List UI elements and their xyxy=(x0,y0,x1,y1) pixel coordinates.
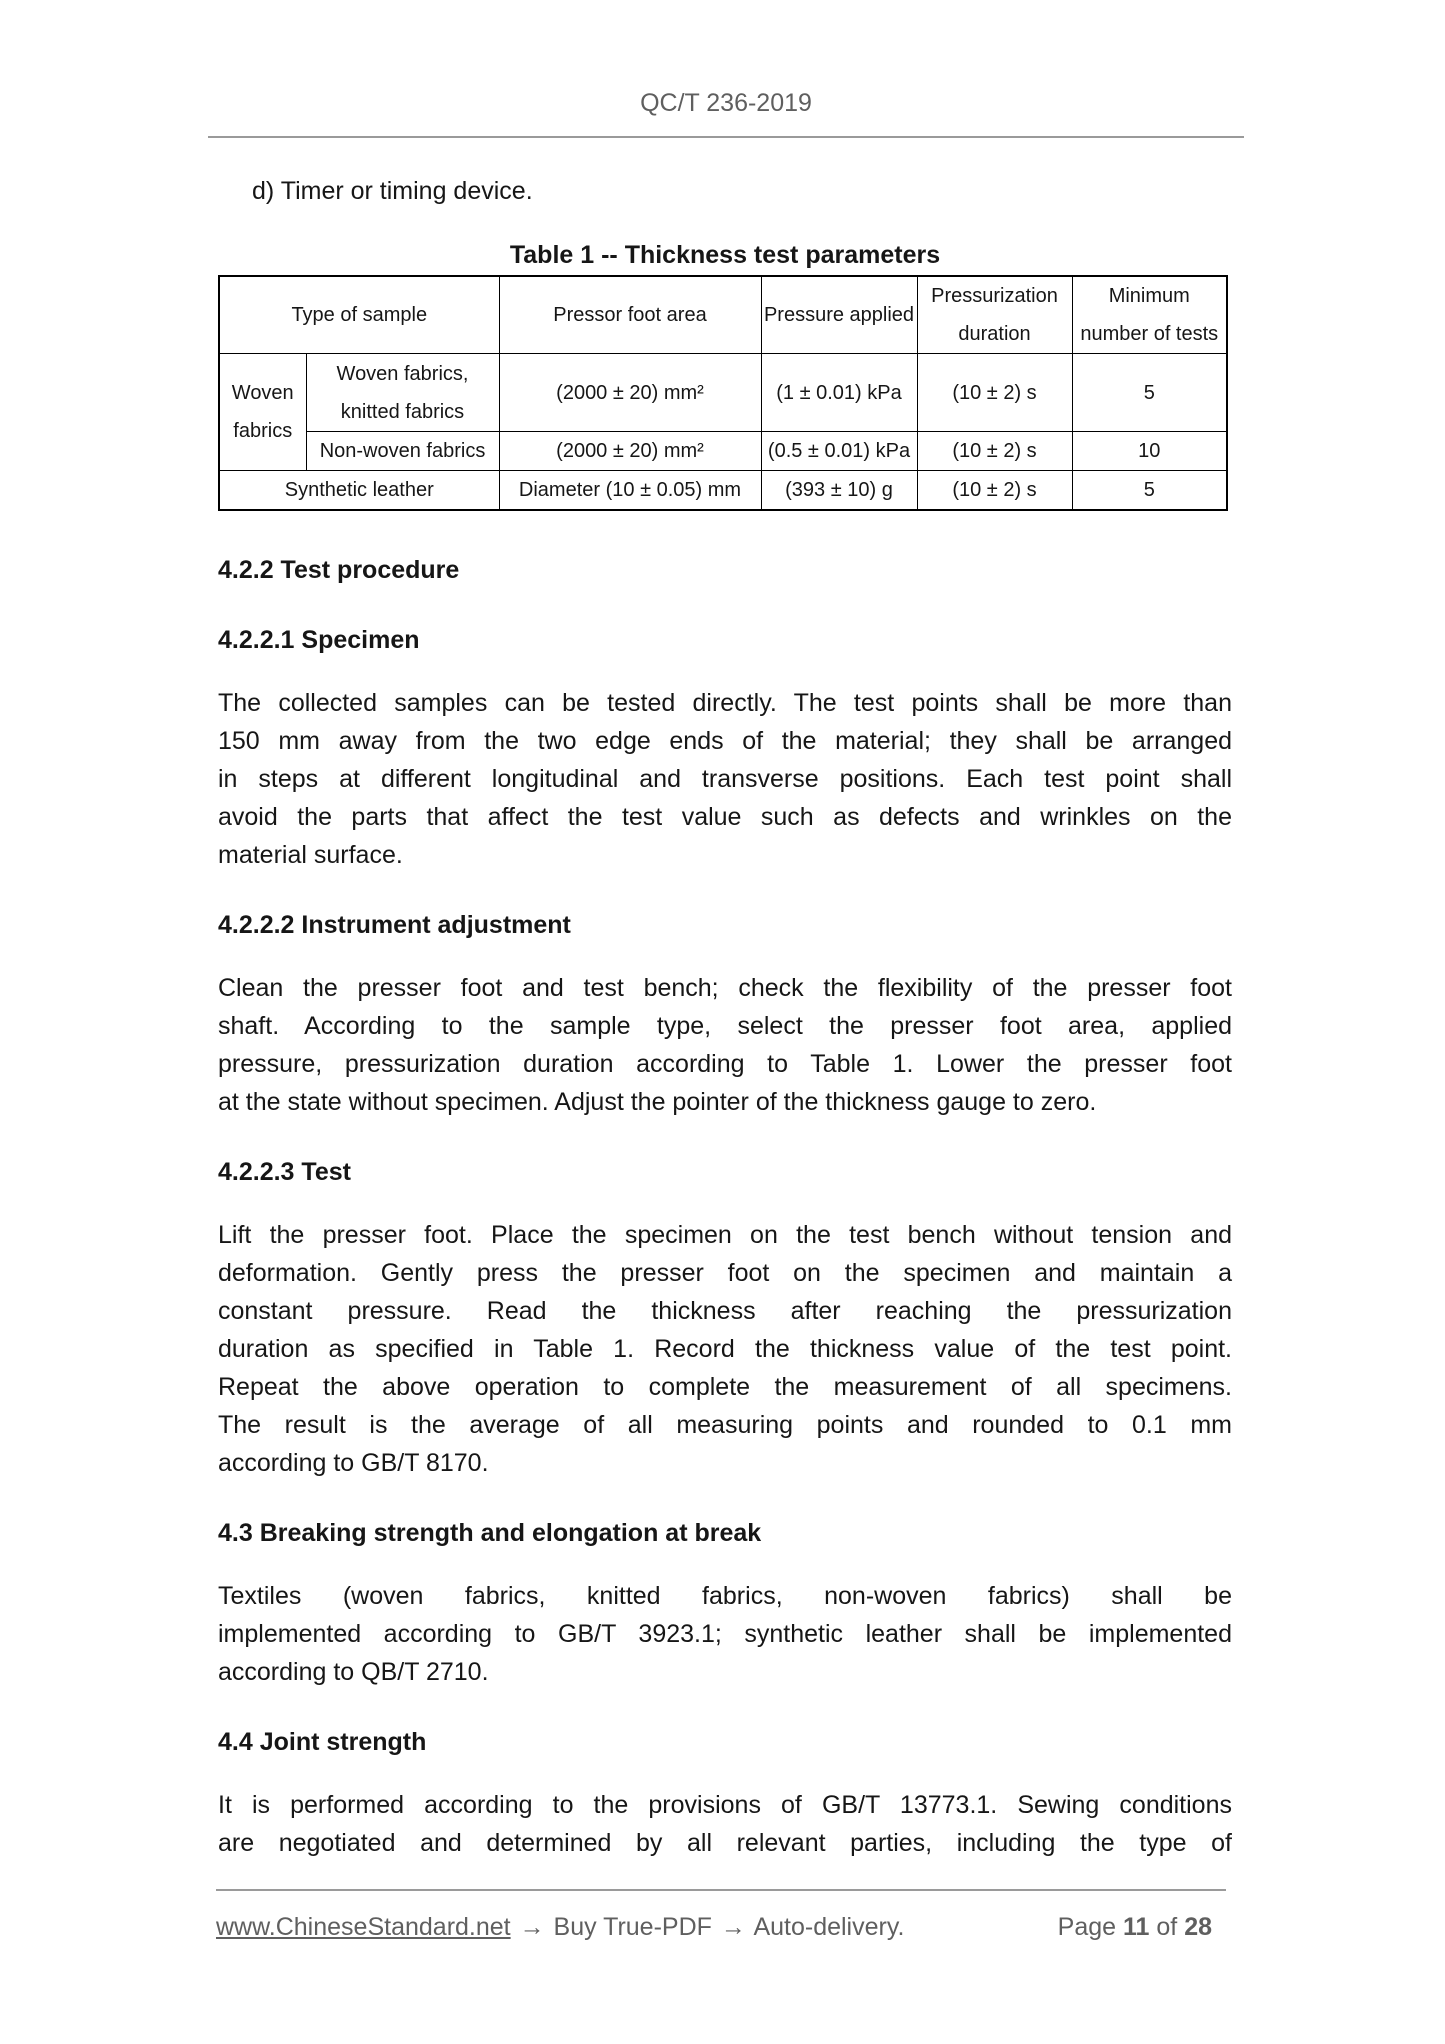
page-indicator xyxy=(1058,1908,1212,1946)
paragraph-line: Repeat the above operation to complete the measurement of all specimens. xyxy=(218,1373,1232,1401)
thickness-parameters-table xyxy=(218,275,1228,511)
of-label: of xyxy=(1156,1913,1178,1941)
cell-min-tests: 5 xyxy=(1072,471,1227,511)
cell-foot-area: Diameter (10 ± 0.05) mm xyxy=(499,471,761,511)
paragraph xyxy=(218,1786,1232,1862)
cell-pressure: (393 ± 10) g xyxy=(761,471,917,511)
section-heading: 4.2.2.2 Instrument adjustment xyxy=(218,911,571,939)
table-row xyxy=(219,354,1227,432)
header-minimum-number-of-tests: Minimum number of tests xyxy=(1072,276,1227,354)
paragraph xyxy=(218,684,1232,874)
header-pressor-foot-area: Pressor foot area xyxy=(499,276,761,354)
paragraph-line: according to QB/T 2710. xyxy=(218,1658,489,1686)
paragraph-line: constant pressure. Read the thickness after reaching the pressurization xyxy=(218,1297,1232,1325)
table-title: Table 1 -- Thickness test parameters xyxy=(509,241,941,269)
cell-sample-type: Woven fabrics, knitted fabrics xyxy=(306,354,499,432)
doc-number: QC/T 236-2019 xyxy=(640,89,812,117)
paragraph-line: Lift the presser foot. Place the specimen on the test bench without tension and xyxy=(218,1221,1232,1249)
paragraph-line: Textiles (woven fabrics, knitted fabrics, non-woven fabrics) shall be xyxy=(218,1582,1232,1610)
arrow-icon: → xyxy=(519,1913,545,1941)
paragraph xyxy=(218,1577,1232,1691)
cell-foot-area: (2000 ± 20) mm² xyxy=(499,354,761,432)
paragraph-line: shaft. According to the sample type, select the presser foot area, applied xyxy=(218,1012,1232,1040)
paragraph-line: Clean the presser foot and test bench; check the flexibility of the presser foot xyxy=(218,974,1232,1002)
paragraph xyxy=(218,1216,1232,1482)
section-heading: 4.4 Joint strength xyxy=(218,1728,427,1756)
paragraph-line: according to GB/T 8170. xyxy=(218,1449,489,1477)
header-pressurization-duration: Pressurization duration xyxy=(917,276,1072,354)
cell-sample-type: Non-woven fabrics xyxy=(306,432,499,471)
page-total: 28 xyxy=(1184,1913,1212,1941)
paragraph-line: pressure, pressurization duration according to Table 1. Lower the presser foot xyxy=(218,1050,1232,1078)
footer-left xyxy=(216,1908,904,1946)
table-row xyxy=(219,471,1227,511)
paragraph xyxy=(218,969,1232,1121)
section-heading: 4.2.2.3 Test xyxy=(218,1158,351,1186)
sections xyxy=(218,551,1232,1862)
cell-foot-area: (2000 ± 20) mm² xyxy=(499,432,761,471)
header-type-of-sample: Type of sample xyxy=(219,276,499,354)
paragraph-line: material surface. xyxy=(218,841,403,869)
paragraph-line: The result is the average of all measuring points and rounded to 0.1 mm xyxy=(218,1411,1232,1439)
cell-duration: (10 ± 2) s xyxy=(917,354,1072,432)
paragraph-line: It is performed according to the provisions of GB/T 13773.1. Sewing conditions xyxy=(218,1791,1232,1819)
cell-group-woven-fabrics: Woven fabrics xyxy=(219,354,306,471)
table-header-row xyxy=(219,276,1227,354)
list-item-d: d) Timer or timing device. xyxy=(252,177,533,205)
section-heading: 4.2.2.1 Specimen xyxy=(218,626,420,654)
paragraph-line: are negotiated and determined by all relevant parties, including the type of xyxy=(218,1829,1232,1857)
paragraph-line: in steps at different longitudinal and transverse positions. Each test point shall xyxy=(218,765,1232,793)
section-heading: 4.2.2 Test procedure xyxy=(218,556,460,584)
cell-duration: (10 ± 2) s xyxy=(917,471,1072,511)
page-current: 11 xyxy=(1122,1913,1150,1941)
footer-buy-label: Buy True-PDF xyxy=(553,1913,712,1941)
cell-sample-type: Synthetic leather xyxy=(219,471,499,511)
cell-pressure: (0.5 ± 0.01) kPa xyxy=(761,432,917,471)
page-footer xyxy=(216,1889,1226,1946)
page-label: Page xyxy=(1057,1913,1117,1941)
footer-delivery-label: Auto-delivery. xyxy=(753,1913,905,1941)
section-heading: 4.3 Breaking strength and elongation at break xyxy=(218,1519,762,1547)
site-link[interactable]: www.ChineseStandard.net xyxy=(216,1913,511,1941)
cell-pressure: (1 ± 0.01) kPa xyxy=(761,354,917,432)
paragraph-line: implemented according to GB/T 3923.1; synthetic leather shall be implemented xyxy=(218,1620,1232,1648)
arrow-icon: → xyxy=(720,1913,746,1941)
cell-duration: (10 ± 2) s xyxy=(917,432,1072,471)
cell-min-tests: 10 xyxy=(1072,432,1227,471)
footer-rule xyxy=(216,1889,1226,1891)
header-pressure-applied: Pressure applied xyxy=(761,276,917,354)
cell-min-tests: 5 xyxy=(1072,354,1227,432)
paragraph-line: deformation. Gently press the presser foot on the specimen and maintain a xyxy=(218,1259,1232,1287)
paragraph-line: 150 mm away from the two edge ends of the material; they shall be arranged xyxy=(218,727,1232,755)
paragraph-line: at the state without specimen. Adjust the pointer of the thickness gauge to zero. xyxy=(218,1088,1097,1116)
paragraph-line: The collected samples can be tested directly. The test points shall be more than xyxy=(218,689,1232,717)
page-content xyxy=(218,0,1232,1862)
table-row xyxy=(219,432,1227,471)
paragraph-line: avoid the parts that affect the test value such as defects and wrinkles on the xyxy=(218,803,1232,831)
paragraph-line: duration as specified in Table 1. Record the thickness value of the test point. xyxy=(218,1335,1232,1363)
